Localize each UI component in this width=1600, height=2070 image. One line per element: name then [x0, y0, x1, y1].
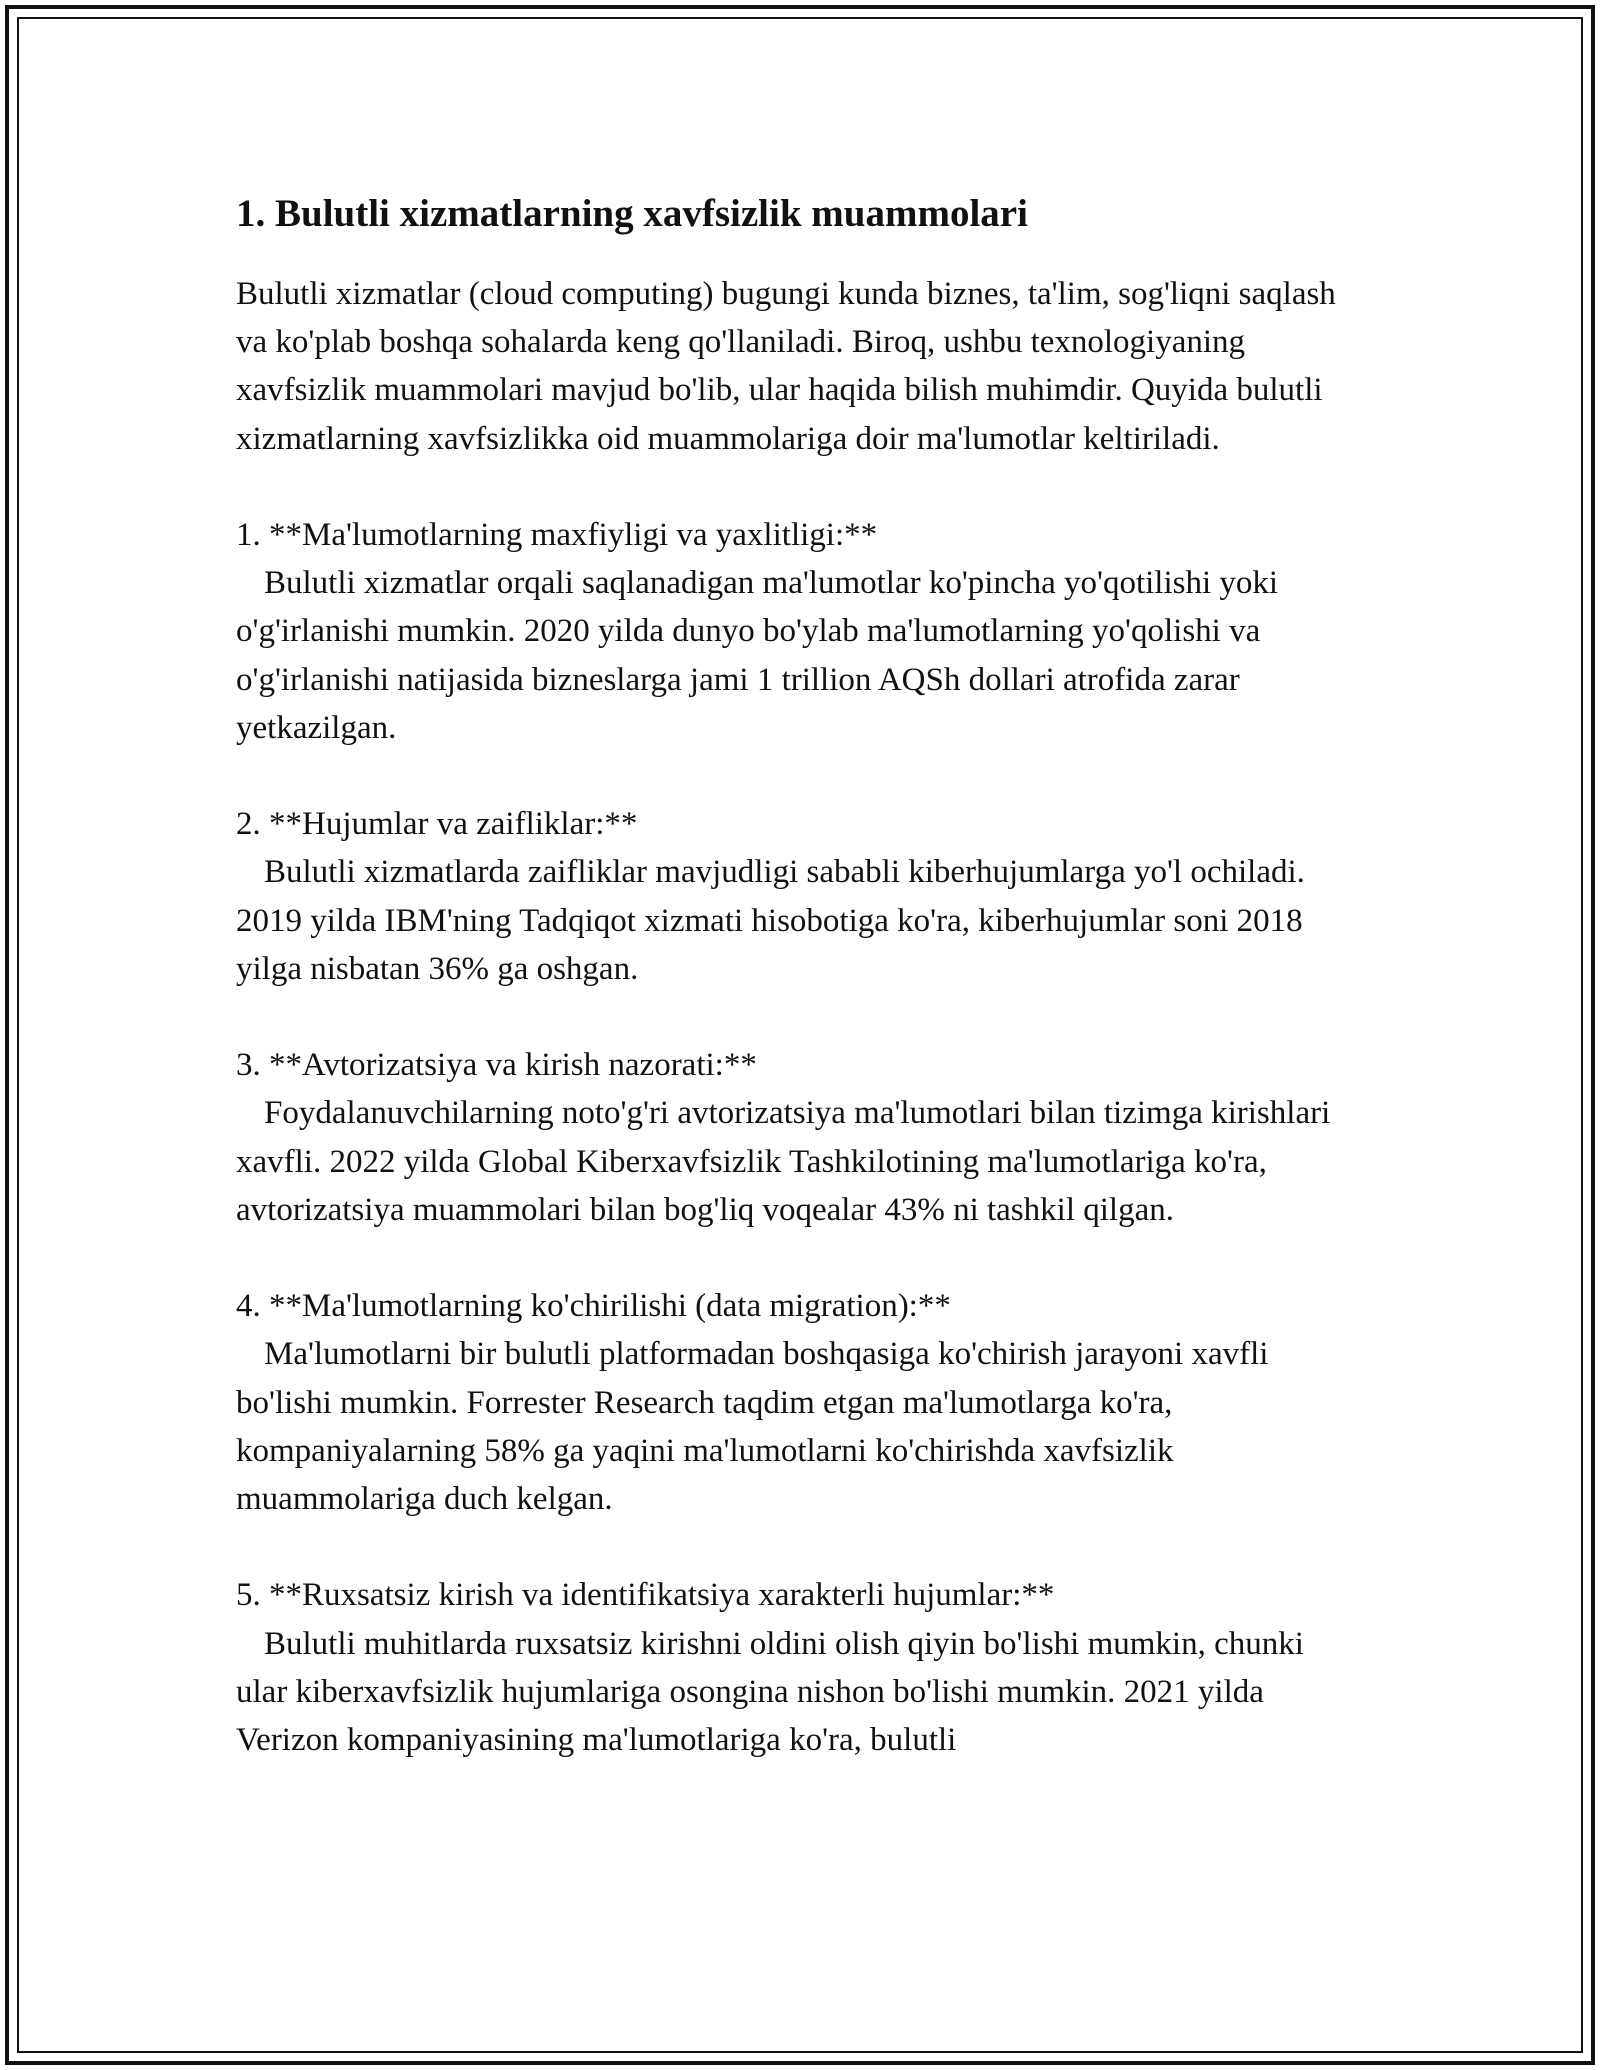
section-heading: 3. **Avtorizatsiya va kirish nazorati:**	[236, 1047, 757, 1084]
paragraph-gap	[236, 1234, 1356, 1282]
section-2	[236, 800, 1356, 993]
document-title: 1. Bulutli xizmatlarning xavfsizlik muammolari	[236, 192, 1028, 235]
section-3	[236, 1041, 1356, 1234]
section-heading: 2. **Hujumlar va zaifliklar:**	[236, 806, 638, 843]
section-heading: 5. **Ruxsatsiz kirish va identifikatsiya xarakterli hujumlar:**	[236, 1577, 1055, 1614]
section-body: Bulutli muhitlarda ruxsatsiz kirishni oldini olish qiyin bo'lishi mumkin, chunki ular kiberxavfsizlik hujumlariga osongina nishon bo'lishi mumkin. 2021 yilda Verizon kompaniyasining ma'lumotlariga ko'ra, bulutli	[236, 1625, 1304, 1759]
section-body: Bulutli xizmatlar orqali saqlanadigan ma'lumotlar ko'pincha yo'qotilishi yoki o'g'irlanishi mumkin. 2020 yilda dunyo bo'ylab ma'lumotlarning yo'qolishi va o'g'irlanishi natijasida bizneslarga jami 1 trillion AQSh dollari atrofida zarar yetkazilgan.	[236, 565, 1279, 746]
section-body: Ma'lumotlarni bir bulutli platformadan boshqasiga ko'chirish jarayoni xavfli bo'lishi mumkin. Forrester Research taqdim etgan ma'lumotlarga ko'ra, kompaniyalarning 58% ga yaqini ma'lumotlarni ko'chirishda xavfsizlik muammolariga duch kelgan.	[236, 1336, 1269, 1518]
section-1	[236, 511, 1356, 752]
section-heading: 4. **Ma'lumotlarning ko'chirilishi (data migration):**	[236, 1288, 951, 1325]
section-5	[236, 1571, 1356, 1764]
document-content	[236, 186, 1356, 1764]
intro-paragraph: Bulutli xizmatlar (cloud computing) bugungi kunda biznes, ta'lim, sog'liqni saqlash va ko'plab boshqa sohalarda keng qo'llaniladi. Biroq, ushbu texnologiyaning xavfsizlik muammolari mavjud bo'lib, ular haqida bilish muhimdir. Quyida bulutli xizmatlarning xavfsizlikka oid muammolariga doir ma'lumotlar keltiriladi.	[236, 276, 1345, 457]
paragraph-gap	[236, 993, 1356, 1041]
paragraph-gap	[236, 463, 1356, 511]
section-body: Foydalanuvchilarning noto'g'ri avtorizatsiya ma'lumotlari bilan tizimga kirishlari xavfli. 2022 yilda Global Kiberxavfsizlik Tashkilotining ma'lumotlariga ko'ra, avtorizatsiya muammolari bilan bog'liq voqealar 43% ni tashkil qilgan.	[236, 1095, 1331, 1228]
paragraph-gap	[236, 1523, 1356, 1571]
section-body: Bulutli xizmatlarda zaifliklar mavjudligi sababli kiberhujumlarga yo'l ochiladi. 2019 yilda IBM'ning Tadqiqot xizmati hisobotiga ko'ra, kiberhujumlar soni 2018 yilga nisbatan 36% ga oshgan.	[236, 854, 1305, 987]
paragraph-gap	[236, 752, 1356, 800]
section-4	[236, 1282, 1356, 1523]
section-heading: 1. **Ma'lumotlarning maxfiyligi va yaxlitligi:**	[236, 517, 878, 553]
